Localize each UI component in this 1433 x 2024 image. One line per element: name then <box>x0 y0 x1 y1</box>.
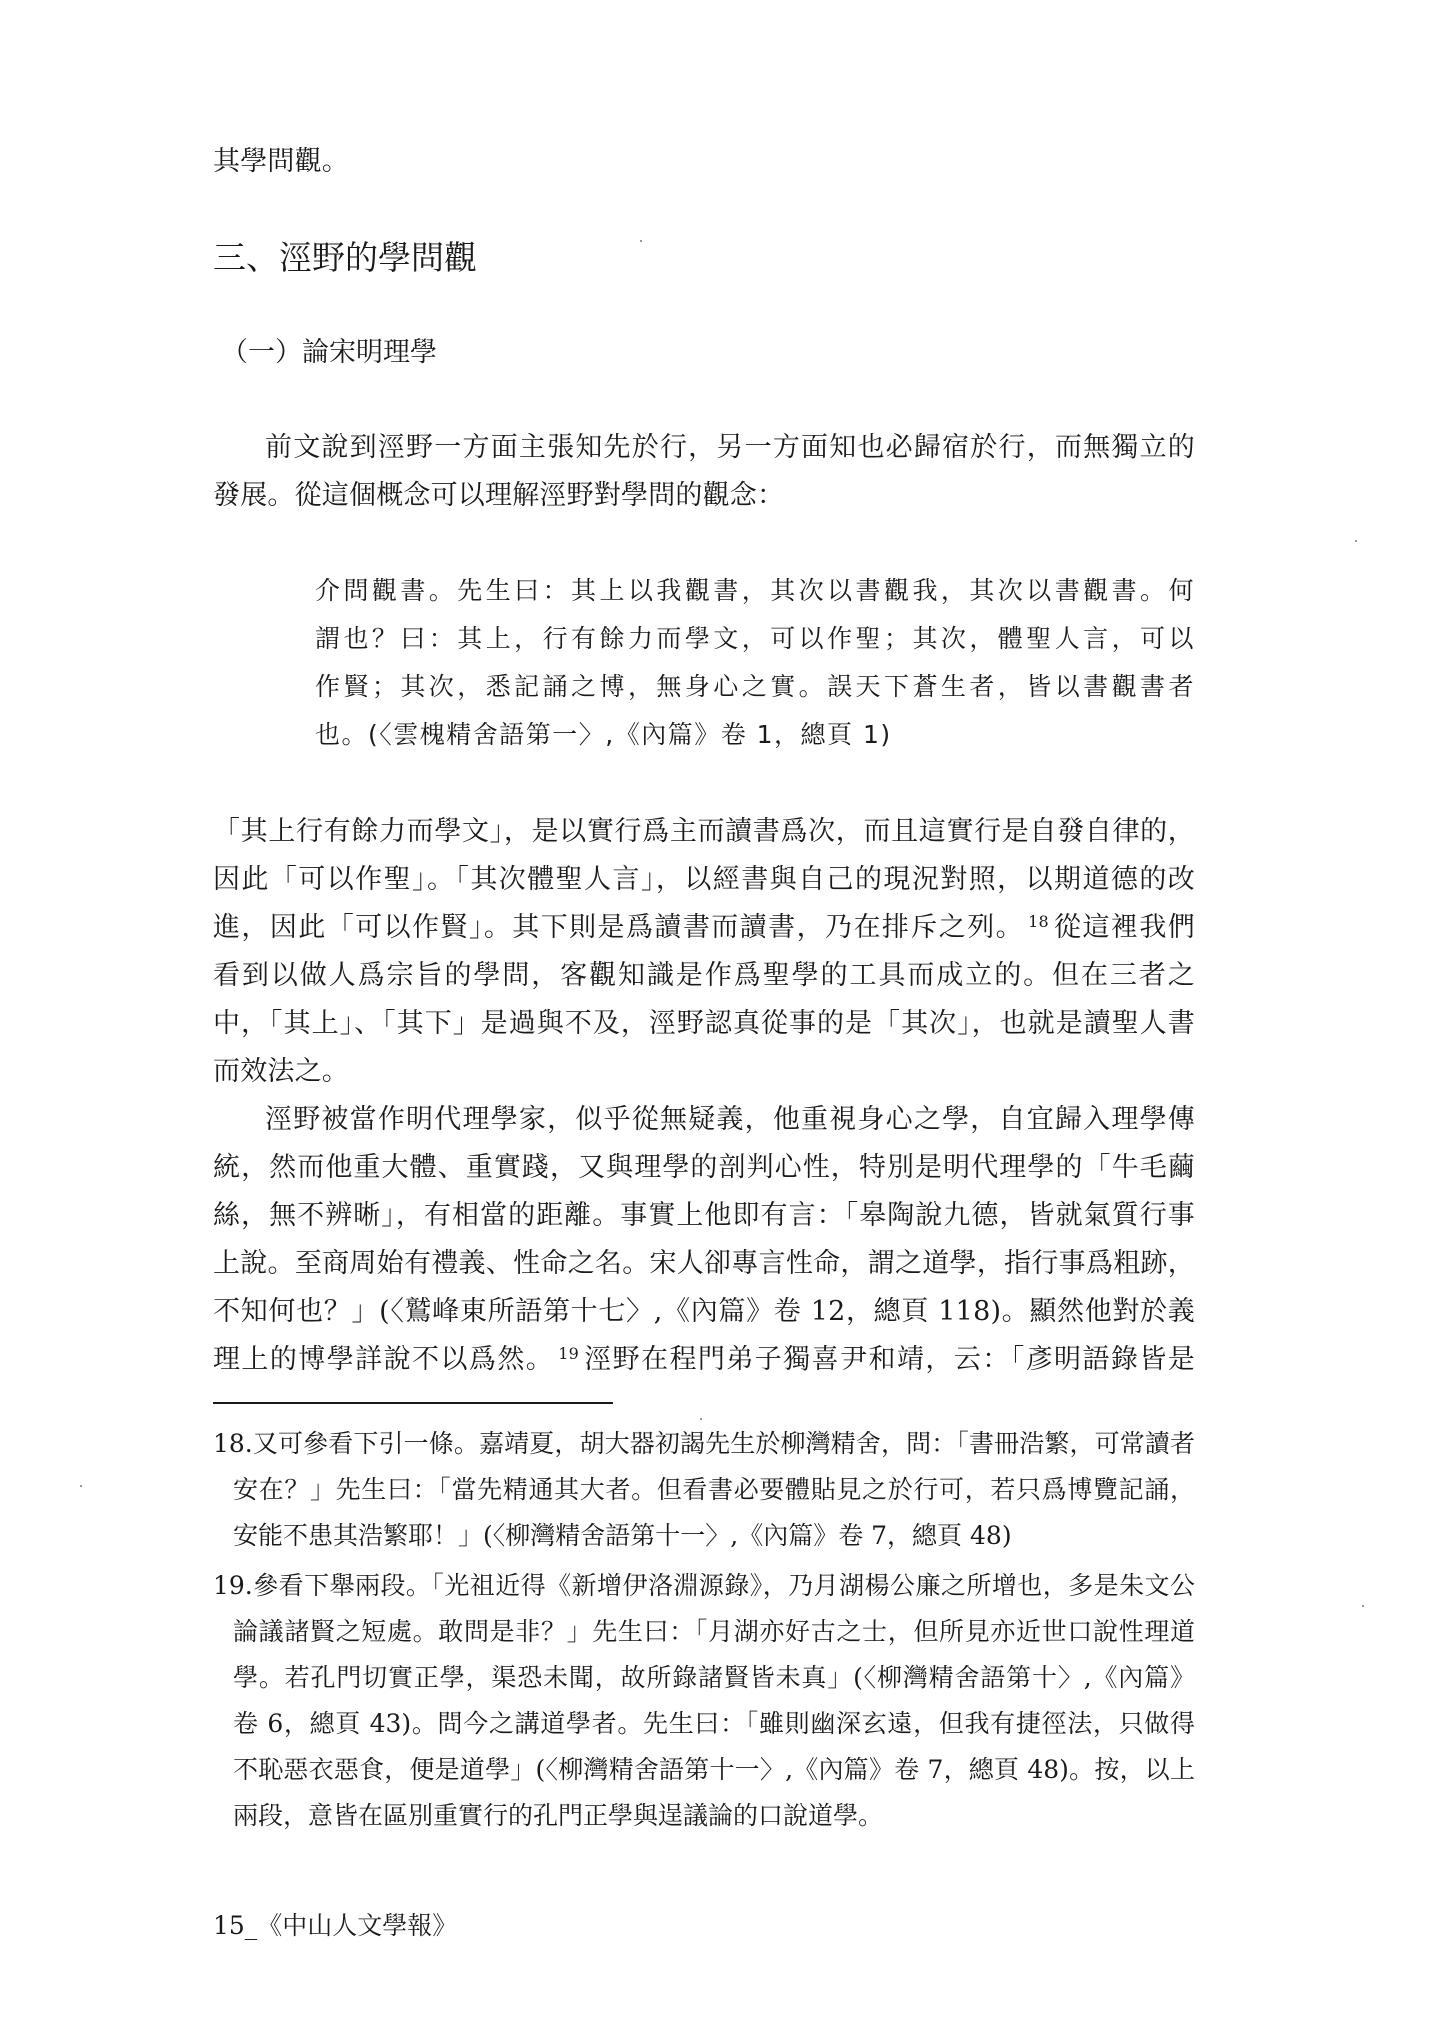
paragraph-3-line-5: 不知何也？」(〈鷲峰東所語第十七〉,《內篇》卷 12，總頁 118)。顯然他對於義 <box>213 1296 1195 1327</box>
block-quote-line-4: 也。(〈雲槐精舍語第一〉,《內篇》卷 1，總頁 1) <box>315 720 892 749</box>
paragraph-2-line-2: 因此「可以作聖」。「其次體聖人言」，以經書與自己的現況對照，以期道德的改 <box>213 864 1195 895</box>
paragraph-3-line-1: 涇野被當作明代理學家，似乎從無疑義，他重視身心之學，自宜歸入理學傳 <box>265 1104 1195 1135</box>
paragraph-3-line-2: 統，然而他重大體、重實踐，又與理學的剖判心性，特別是明代理學的「牛毛繭 <box>213 1152 1195 1183</box>
footnote-18-line-2: 安在？」先生曰：「當先精通其大者。但看書必要體貼見之於行可，若只爲博覽記誦， <box>233 1475 1195 1504</box>
paragraph-3-line-6-tail: 涇野在程門弟子獨喜尹和靖，云：「彥明語錄皆是 <box>582 1344 1195 1375</box>
paragraph-3-line-6-text: 理上的博學詳說不以爲然。 <box>213 1344 555 1375</box>
footnote-divider <box>213 1402 613 1404</box>
footnote-19-line-4: 卷 6，總頁 43)。問今之講道學者。先生曰：「雖則幽深玄遠，但我有捷徑法，只做得 <box>233 1709 1195 1738</box>
paragraph-3-line-3: 絲，無不辨晰」，有相當的距離。事實上他即有言：「皋陶說九德，皆就氣質行事 <box>213 1200 1195 1231</box>
paragraph-1-line-1: 前文說到涇野一方面主張知先於行，另一方面知也必歸宿於行，而無獨立的 <box>265 432 1195 463</box>
footnote-19-line-2: 論議諸賢之短處。敢問是非？」先生曰：「月湖亦好古之士，但所見亦近世口說性理道 <box>233 1617 1195 1646</box>
paragraph-2-line-3-tail: 從這裡我們 <box>1052 912 1195 943</box>
footnote-ref-18[interactable]: 18 <box>1028 912 1049 931</box>
footnote-18-line-3: 安能不患其浩繁耶！」(〈柳灣精舍語第十一〉,《內篇》卷 7，總頁 48) <box>233 1521 1012 1550</box>
paragraph-2-line-1: 「其上行有餘力而學文」，是以實行爲主而讀書爲次，而且這實行是自發自律的， <box>213 816 1195 847</box>
footnote-19-line-1: 19.參看下舉兩段。「光祖近得《新增伊洛淵源錄》，乃月湖楊公廉之所增也，多是朱文公 <box>213 1571 1195 1600</box>
page-footer: 15_《中山人文學報》 <box>213 1911 458 1940</box>
footnote-19-line-6: 兩段，意皆在區別重實行的孔門正學與逞議論的口說道學。 <box>233 1801 884 1830</box>
block-quote-line-3: 作賢；其次，悉記誦之博，無身心之實。誤天下蒼生者，皆以書觀書者 <box>315 672 1195 701</box>
paragraph-3-line-4: 上說。至商周始有禮義、性命之名。宋人卻專言性命，謂之道學，指行事爲粗跡， <box>213 1248 1195 1279</box>
section-heading: 三、涇野的學問觀 <box>213 238 477 277</box>
paragraph-2-line-5: 中，「其上」、「其下」是過與不及，涇野認真從事的是「其次」，也就是讀聖人書 <box>213 1008 1195 1039</box>
footnote-18-line-1: 18.又可參看下引一條。嘉靖夏，胡大器初謁先生於柳灣精舍，問：「書冊浩繁，可常讀者 <box>213 1429 1195 1458</box>
subsection-heading: （一）論宋明理學 <box>221 337 437 368</box>
footnote-19-line-5: 不恥惡衣惡食，便是道學」(〈柳灣精舍語第十一〉,《內篇》卷 7，總頁 48)。按，以上 <box>233 1755 1195 1784</box>
paragraph-2-line-3 <box>213 911 1195 945</box>
paragraph-1-line-2: 發展。從這個概念可以理解涇野對學問的觀念： <box>213 480 785 511</box>
scan-speck <box>1362 1605 1364 1607</box>
footnote-ref-19[interactable]: 19 <box>558 1344 579 1363</box>
paragraph-2-line-3-text: 進，因此「可以作賢」。其下則是爲讀書而讀書，乃在排斥之列。 <box>213 912 1025 943</box>
scan-speck <box>640 240 642 242</box>
scan-speck <box>1355 540 1357 542</box>
footnote-19-line-3: 學。若孔門切實正學，渠恐未聞，故所錄諸賢皆未真」(〈柳灣精舍語第十〉,《內篇》 <box>233 1663 1195 1692</box>
paragraph-2-line-4: 看到以做人爲宗旨的學問，客觀知識是作爲聖學的工具而成立的。但在三者之 <box>213 960 1195 991</box>
paragraph-2-line-6: 而效法之。 <box>213 1056 349 1087</box>
block-quote-line-1: 介問觀書。先生曰：其上以我觀書，其次以書觀我，其次以書觀書。何 <box>315 576 1195 605</box>
paragraph-3-line-6 <box>213 1343 1195 1377</box>
scan-speck <box>700 1418 702 1420</box>
intro-line: 其學問觀。 <box>213 146 349 177</box>
scan-speck <box>80 1485 82 1487</box>
block-quote-line-2: 謂也？曰：其上，行有餘力而學文，可以作聖；其次，體聖人言，可以 <box>315 624 1195 653</box>
